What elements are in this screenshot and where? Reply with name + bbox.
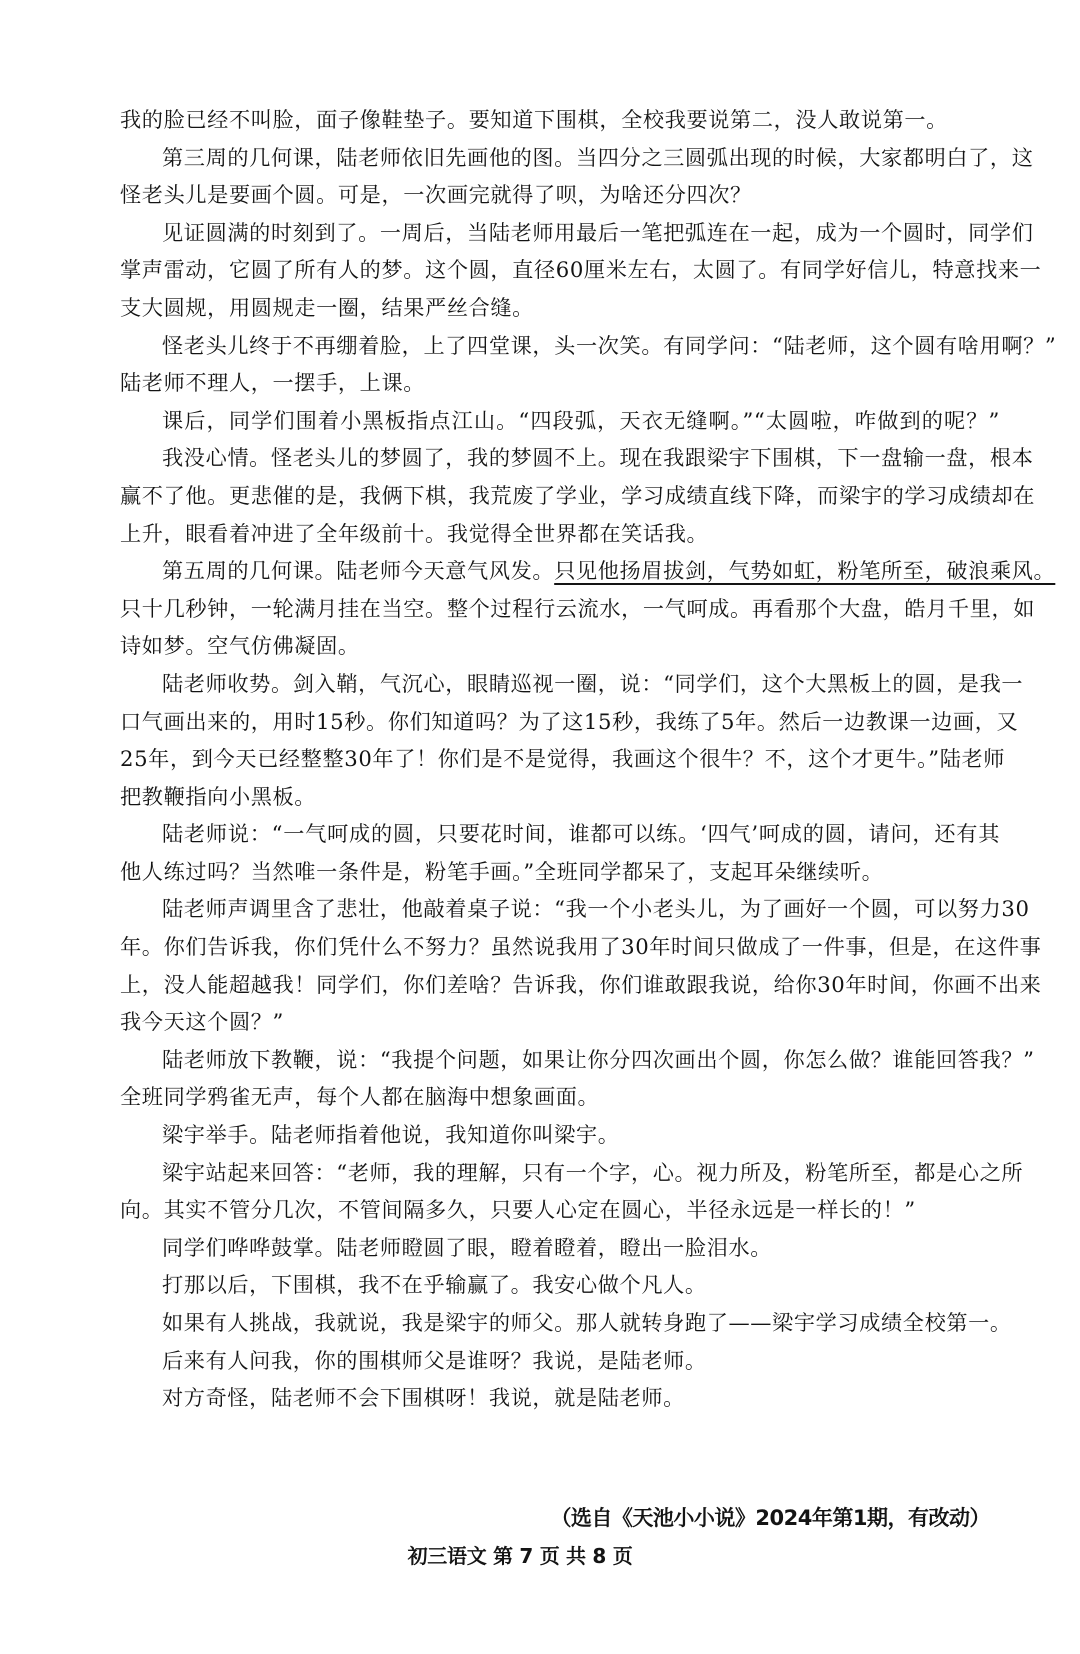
text-line: 我没心情。怪老头儿的梦圆了，我的梦圆不上。现在我跟梁宇下围棋，下一盘输一盘，根本	[162, 445, 1034, 471]
text-line: 只十几秒钟，一轮满月挂在当空。整个过程行云流水，一气呵成。再看那个大盘，皓月千里，如	[120, 595, 1036, 621]
text-line: 陆老师收势。剑入鞘，气沉心，眼睛巡视一圈，说：“同学们，这个大黑板上的圆，是我一	[162, 670, 1024, 696]
text-line: 课后，同学们围着小黑板指点江山。“四段弧，天衣无缝啊。”“太圆啦，咋做到的呢？”	[162, 407, 1000, 433]
text-line: 怪老头儿是要画个圆。可是，一次画完就得了呗，为啥还分四次？	[120, 182, 752, 208]
text-line: 同学们哗哗鼓掌。陆老师瞪圆了眼，瞪着瞪着，瞪出一脸泪水。	[162, 1234, 773, 1260]
text-line: 陆老师说：“一气呵成的圆，只要花时间，谁都可以练。‘四气’呵成的圆，请问，还有其	[162, 821, 1000, 847]
text-line: 诗如梦。空气仿佛凝固。	[120, 633, 360, 659]
text-line: 我今天这个圆？”	[120, 1009, 284, 1035]
text-line: 支大圆规，用圆规走一圈，结果严丝合缝。	[120, 294, 534, 320]
source-citation: （选自《天池小小说》2024年第1期，有改动）	[550, 1506, 990, 1530]
text-line: 25年，到今天已经整整30年了！你们是不是觉得，我画这个很牛？不，这个才更牛。”陆老师	[120, 746, 1006, 772]
text-line: 全班同学鸦雀无声，每个人都在脑海中想象画面。	[120, 1084, 600, 1110]
text-line: 怪老头儿终于不再绷着脸，上了四堂课，头一次笑。有同学问：“陆老师，这个圆有啥用啊？”	[162, 332, 1057, 358]
text-line: 上，没人能超越我！同学们，你们差啥？告诉我，你们谁敢跟我说，给你30年时间，你画不出来	[120, 971, 1042, 997]
text-line: 口气画出来的，用时15秒。你们知道吗？为了这15秒，我练了5年。然后一边教课一边画，又	[120, 708, 1019, 734]
text-line: 陆老师不理人，一摆手，上课。	[120, 370, 426, 396]
text-line: 见证圆满的时刻到了。一周后，当陆老师用最后一笔把弧连在一起，成为一个圆时，同学们	[162, 219, 1034, 245]
text-line: 赢不了他。更悲催的是，我俩下棋，我荒废了学业，学习成绩直线下降，而梁宇的学习成绩却在	[120, 482, 1036, 508]
text-line-with-underline	[120, 552, 1056, 590]
text-line: 陆老师放下教鞭，说：“我提个问题，如果让你分四次画出个圆，你怎么做？谁能回答我？”	[162, 1046, 1035, 1072]
text-line: 第三周的几何课，陆老师依旧先画他的图。当四分之三圆弧出现的时候，大家都明白了，这	[162, 144, 1034, 170]
text-line: 陆老师声调里含了悲壮，他敲着桌子说：“我一个小老头儿，为了画好一个圆，可以努力30	[162, 896, 1030, 922]
page-footer: 初三语文 第 7 页 共 8 页	[407, 1544, 633, 1568]
text-line: 年。你们告诉我，你们凭什么不努力？虽然说我用了30年时间只做成了一件事，但是，在这件事	[120, 934, 1042, 960]
text-line: 把教鞭指向小黑板。	[120, 783, 317, 809]
text-line: 掌声雷动，它圆了所有人的梦。这个圆，直径60厘米左右，太圆了。有同学好信儿，特意找来一	[120, 257, 1042, 283]
plain-text: 第五周的几何课。陆老师今天意气风发。	[162, 558, 555, 584]
text-line: 向。其实不管分几次，不管间隔多久，只要人心定在圆心，半径永远是一样长的！”	[120, 1197, 916, 1223]
text-line: 如果有人挑战，我就说，我是梁宇的师父。那人就转身跑了——梁宇学习成绩全校第一。	[162, 1310, 1012, 1335]
text-line: 对方奇怪，陆老师不会下围棋呀！我说，就是陆老师。	[162, 1385, 685, 1411]
text-line: 打那以后，下围棋，我不在乎输赢了。我安心做个凡人。	[162, 1272, 707, 1298]
text-line: 梁宇举手。陆老师指着他说，我知道你叫梁宇。	[162, 1122, 620, 1148]
text-line: 他人练过吗？当然唯一条件是，粉笔手画。”全班同学都呆了，支起耳朵继续听。	[120, 858, 884, 884]
text-line: 我的脸已经不叫脸，面子像鞋垫子。要知道下围棋，全校我要说第二，没人敢说第一。	[120, 107, 948, 132]
text-line: 上升，眼看着冲进了全年级前十。我觉得全世界都在笑话我。	[120, 520, 709, 546]
document-body	[120, 101, 1057, 1417]
text-line: 后来有人问我，你的围棋师父是谁呀？我说，是陆老师。	[162, 1347, 707, 1373]
text-line: 梁宇站起来回答：“老师，我的理解，只有一个字，心。视力所及，粉笔所至，都是心之所	[162, 1159, 1024, 1185]
underlined-sentence: 只见他扬眉拔剑，气势如虹，粉笔所至，破浪乘风。	[554, 558, 1056, 584]
